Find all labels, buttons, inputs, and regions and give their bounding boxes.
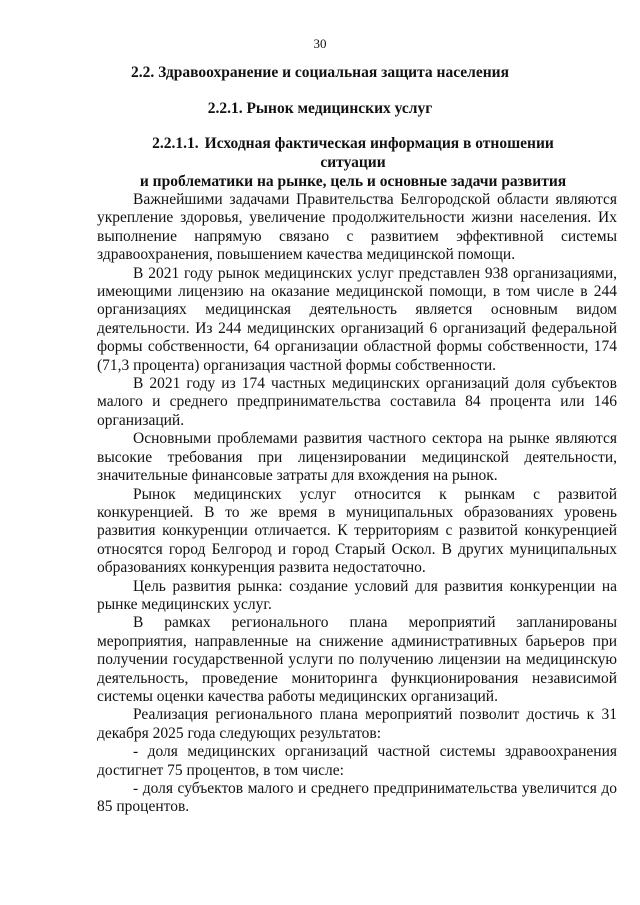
paragraph-result-private-share: - доля медицинских организаций частной системы здравоохранения достигнет 75 процентов, в том числе: xyxy=(97,743,617,779)
paragraph-result-sme-share: - доля субъектов малого и среднего предпринимательства увеличится до 85 процентов. xyxy=(97,780,617,816)
subsubsection-number: 2.2.1.1. xyxy=(152,135,199,152)
section-heading: 2.2. Здравоохранение и социальная защита населения xyxy=(131,64,509,81)
paragraph-sme-share: В 2021 году из 174 частных медицинских организаций доля субъектов малого и среднего предпринимательства составила 84 процента или 146 организаций. xyxy=(97,375,617,429)
subsubsection-title-line2: и проблематики на рынке, цель и основные задачи развития xyxy=(139,173,567,190)
paragraph-competition: Рынок медицинских услуг относится к рынкам с развитой конкуренцией. В то же время в муниципальных образованиях уровень развития конкуренции отличается. К территориям с развитой конкуренцией относятся город Белгород и город Старый Оскол. В других муниципальных образованиях конкуренция развита недостаточно. xyxy=(97,485,617,577)
paragraph-measures: В рамках регионального плана мероприятий запланированы мероприятия, направленные на снижение административных барьеров при получении государственной услуги по получению лицензии на медицинскую деятельность, проведение мониторинга функционирования независимой системы оценки качества работы медицинских организаций. xyxy=(97,614,617,705)
paragraph-goal: Цель развития рынка: создание условий для развития конкуренции на рынке медицинских услуг. xyxy=(97,577,617,613)
paragraph-results-intro: Реализация регионального плана мероприятий позволит достичь к 31 декабря 2025 года следующих результатов: xyxy=(97,706,617,742)
subsection-heading: 2.2.1. Рынок медицинских услуг xyxy=(207,100,433,117)
subsubsection-heading xyxy=(118,134,588,191)
subsubsection-title-line1: Исходная фактическая информация в отношении ситуации xyxy=(204,135,554,171)
body-text xyxy=(97,191,617,817)
paragraph-market-size: В 2021 году рынок медицинских услуг представлен 938 организациями, имеющими лицензию на оказание медицинской помощи, в том числе в 244 организациях медицинская деятельность является основным видом деятельности. Из 244 медицинских организаций 6 организаций федеральной формы собственности, 64 организации областной формы собственности, 174 (71,3 процента) организация частной формы собственности. xyxy=(97,264,617,374)
page-number: 30 xyxy=(313,36,327,51)
paragraph-tasks: Важнейшими задачами Правительства Белгородской области являются укрепление здоровья, увеличение продолжительности жизни населения. Их выполнение напрямую связано с развитием эффективной системы здравоохранения, повышением качества медицинской помощи. xyxy=(97,191,617,264)
paragraph-problems: Основными проблемами развития частного сектора на рынке являются высокие требования при лицензировании медицинской деятельности, значительные финансовые затраты для вхождения на рынок. xyxy=(97,430,617,485)
